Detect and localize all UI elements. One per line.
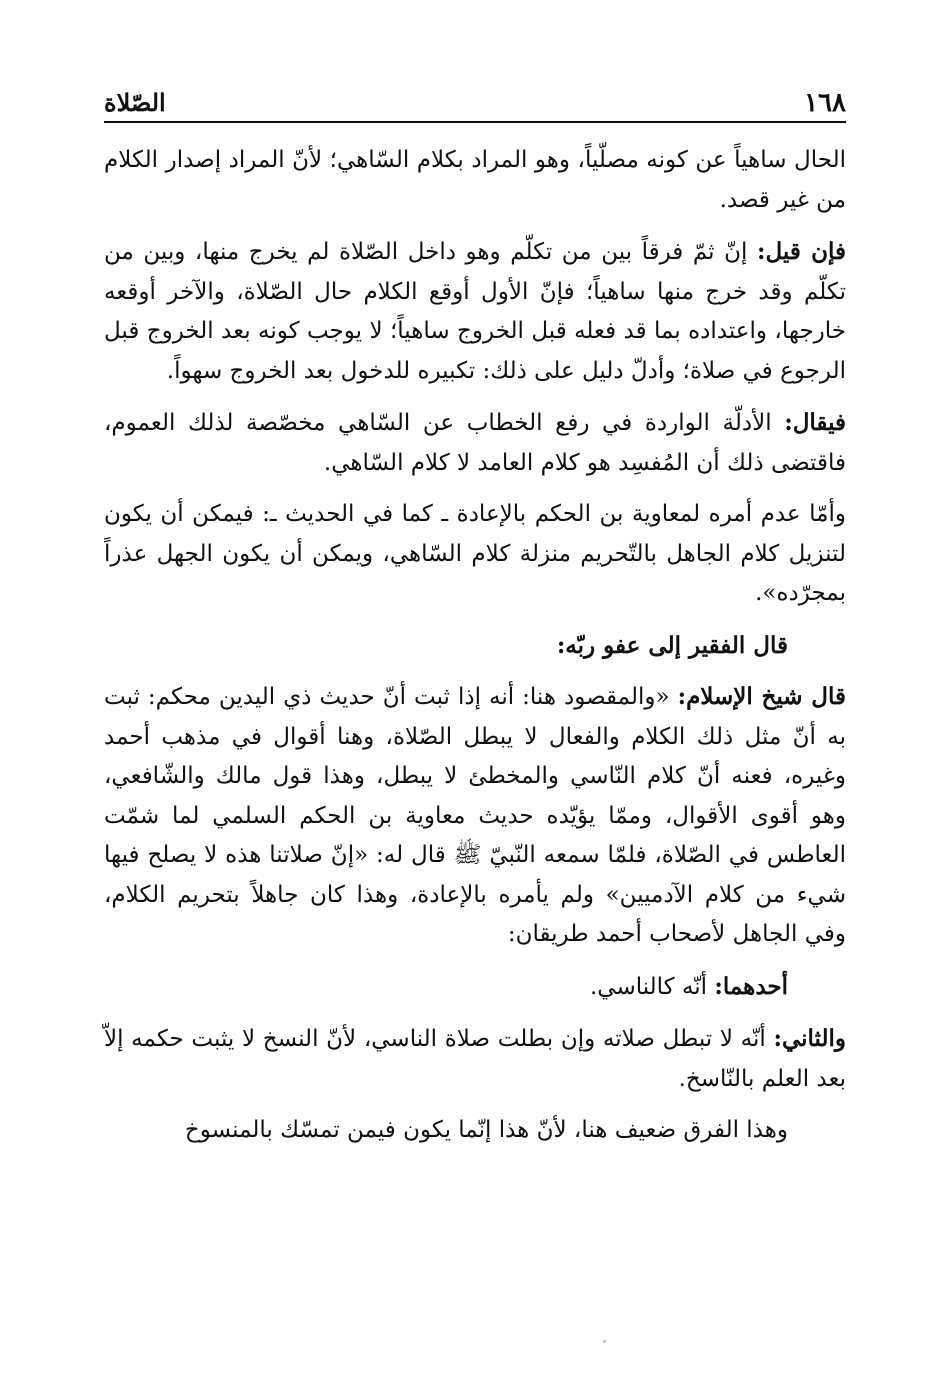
page-number: ١٦٨: [804, 88, 846, 118]
paragraph-4: [104, 495, 846, 614]
paragraph-8-text: وهذا الفرق ضعيف هنا، لأنّ هذا إنّما يكون فيمن تمسّك بالمنسوخ: [184, 1117, 788, 1143]
paragraph-5: [104, 677, 846, 955]
paragraph-5-label: قال شيخ الإسلام:: [677, 683, 846, 710]
paragraph-6: [104, 967, 846, 1008]
paragraph-7: [104, 1019, 846, 1099]
paragraph-7-label: والثاني:: [773, 1025, 846, 1052]
paragraph-5-text: «والمقصود هنا: أنه إذا ثبت أنّ حديث ذي اليدين محكم: ثبت به أنّ مثل ذلك الكلام والفعال لا يبطل الصّلاة، وهنا أقوال في مذهب أحمد وغيره، فعنه أنّ كلام النّاسي والمخطئ لا يبطل، وهذا قول مالك والشّافعي، وهو أقوى الأقوال، وممّا يؤيّده حديث معاوية بن الحكم السلمي لما شمّت العاطس في الصّلاة، فلمّا سمعه النّبيّ ﷺ قال له: «إنّ صلاتنا هذه لا يصلح فيها شيء من كلام الآدميين» ولم يأمره بالإعادة، وهذا كان جاهلاً بتحريم الكلام، وفي الجاهل لأصحاب أحمد طريقان:: [104, 684, 846, 947]
section-heading: قال الفقير إلى عفو ربّه:: [556, 631, 788, 659]
paragraph-3-text: الأدلّة الواردة في رفع الخطاب عن السّاهي مخصّصة لذلك العموم، فاقتضى ذلك أن المُفسِد هو كلام العامد لا كلام السّاهي.: [104, 410, 846, 476]
paragraph-2-label: فإن قيل:: [757, 238, 846, 265]
body-text: [104, 141, 846, 1163]
paragraph-2: [104, 232, 846, 391]
paragraph-6-text: أنّه كالناسي.: [589, 973, 715, 1000]
paragraph-1-text: الحال ساهياً عن كونه مصلّياً، وهو المراد بكلام السّاهي؛ لأنّ المراد إصدار الكلام من غير قصد.: [104, 147, 846, 213]
scan-speck: [603, 1340, 606, 1343]
paragraph-3: [104, 403, 846, 483]
paragraph-7-text: أنّه لا تبطل صلاته وإن بطلت صلاة الناسي، لأنّ النسخ لا يثبت حكمه إلاّ بعد العلم بالنّاسخ.: [104, 1026, 846, 1092]
paragraph-3-label: فيقال:: [784, 409, 846, 436]
chapter-title: الصّلاة: [104, 88, 166, 117]
running-header: [104, 78, 846, 118]
paragraph-1: [104, 141, 846, 220]
header-rule: [104, 121, 846, 123]
paragraph-2-text: إنّ ثمّ فرقاً بين من تكلّم وهو داخل الصّلاة لم يخرج منها، وبين من تكلّم وقد خرج منها ساهياً؛ فإنّ الأول أوقع الكلام حال الصّلاة، والآخر أوقعه خارجها، واعتداده بما قد فعله قبل الخروج ساهياً؛ لا يوجب كونه بعد الخروج قبل الرجوع في صلاة؛ وأدلّ دليل على ذلك: تكبيره للدخول بعد الخروج سهواً.: [104, 239, 846, 384]
paragraph-6-label: أحدهما:: [714, 972, 788, 1000]
paragraph-4-text: وأمّا عدم أمره لمعاوية بن الحكم بالإعادة ـ كما في الحديث ـ: فيمكن أن يكون لتنزيل كلام الجاهل بالتّحريم منزلة كلام السّاهي، ويمكن أن يكون الجهل عذراً بمجرّده».: [104, 501, 846, 606]
paragraph-8: [104, 1111, 846, 1151]
